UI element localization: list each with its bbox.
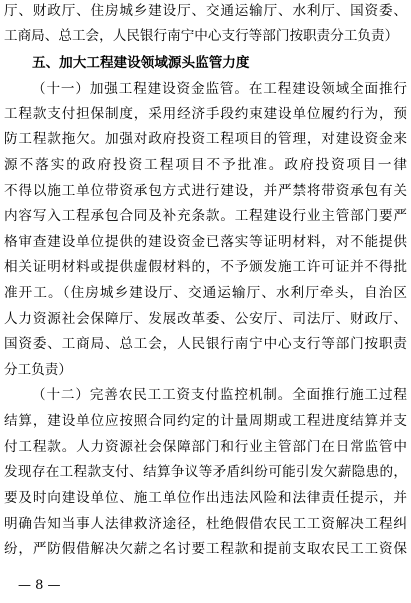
paragraph-first-line: （十一）加强工程建设资金监管。在工程建设领域全面推行 [32,81,407,97]
body-text-line: 工商局、总工会，人民银行南宁中心支行等部门按职责分工负责） [4,28,399,44]
section-heading: 五、加大工程建设领域源头监管力度 [32,55,250,71]
body-text-line: 要及时向建设单位、施工单位作出违法风险和法律责任提示，并 [4,490,407,506]
body-text-line: 源不落实的政府投资工程项目不予批准。政府投资项目一律 [4,157,407,173]
body-text-line: 格审查建设单位提供的建设资金已落实等证明材料，对不能提供 [4,234,407,250]
body-text-line: 防工程款拖欠。加强对政府投资工程项目的管理，对建设资金来 [4,131,407,147]
body-text-line: 付工程款。人力资源社会保障部门和行业主管部门在日常监管中 [4,439,407,455]
page-number: — 8 — [18,578,61,593]
body-text-line: 厅、财政厅、住房城乡建设厅、交通运输厅、水利厅、国资委、 [4,3,407,19]
body-text-line: 相关证明材料或提供虚假材料的，不予颁发施工许可证并不得批 [4,259,407,275]
body-text-line: 工程款支付担保制度，采用经济手段约束建设单位履约行为，预 [4,106,407,122]
body-text-line: 内容写入工程承包合同及补充条款。工程建设行业主管部门要严 [4,208,407,224]
body-text-line: 国资委、工商局、总工会，人民银行南宁中心支行等部门按职责 [4,336,407,352]
body-text-line: 不得以施工单位带资承包方式进行建设，并严禁将带资承包有关 [4,183,407,199]
body-text-line: 人力资源社会保障厅、发展改革委、公安厅、司法厅、财政厅、 [4,311,407,327]
body-text-line: 发现存在工程款支付、结算争议等矛盾纠纷可能引发欠薪隐患的， [4,464,407,480]
body-text-line: 纷，严防假借解决欠薪之名讨要工程款和提前支取农民工工资保 [4,541,407,557]
body-text-line: 明确告知当事人法律救济途径，杜绝假借农民工工资解决工程纠 [4,516,407,532]
body-text-line: 分工负责） [4,362,72,378]
body-text-line: 结算，建设单位应按照合同约定的计量周期或工程进度结算并支 [4,413,407,429]
paragraph-first-line: （十二）完善农民工工资支付监控机制。全面推行施工过程 [32,387,407,403]
body-text-line: 准开工。（住房城乡建设厅、交通运输厅、水利厅牵头，自治区 [4,285,407,301]
